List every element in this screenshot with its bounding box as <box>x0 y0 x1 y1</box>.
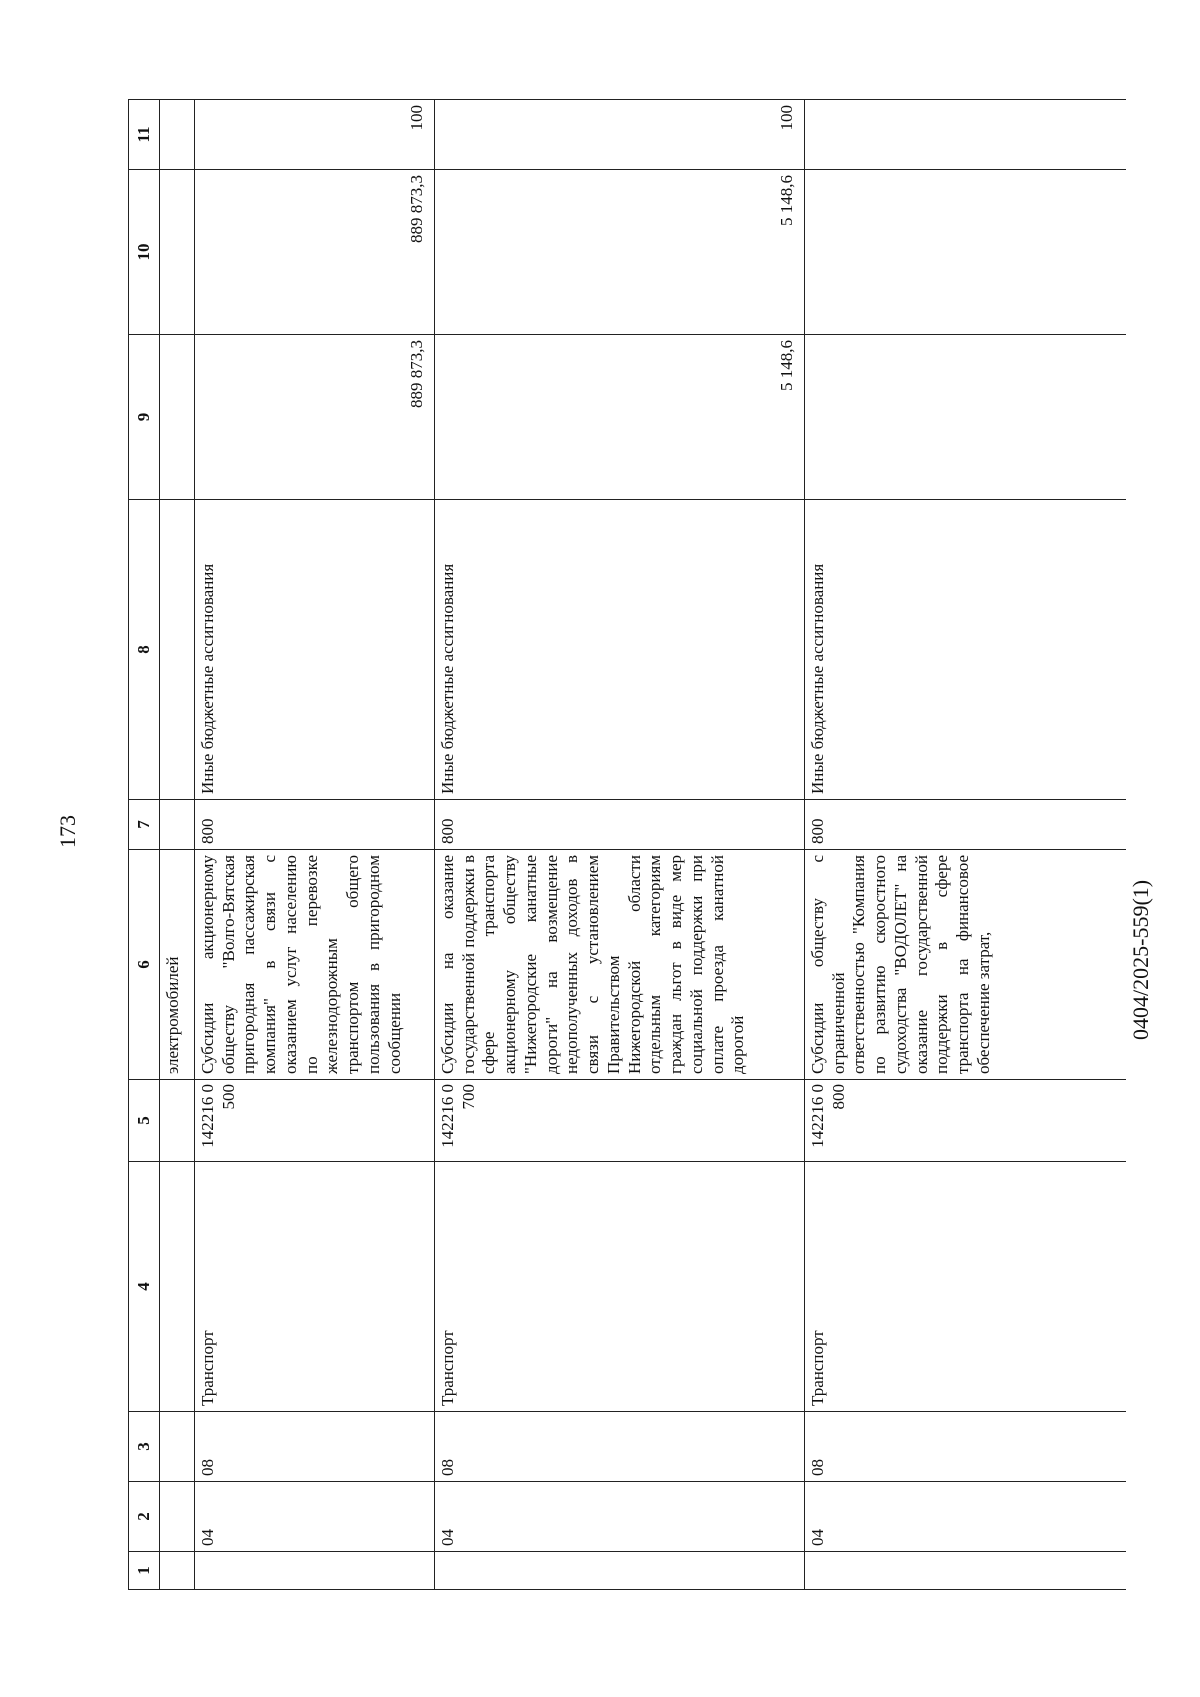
section-name: Транспорт <box>805 1162 1127 1412</box>
table-row <box>805 100 1127 1590</box>
header-row <box>129 100 160 1590</box>
execution-percent: 100 <box>195 100 435 170</box>
column-header: 2 <box>129 1482 160 1552</box>
section-name: Транспорт <box>435 1162 805 1412</box>
expense-type-name: Иные бюджетные ассигнования <box>195 500 435 800</box>
target-article-code: 142216 0800 <box>805 1080 1127 1162</box>
subsection-code: 08 <box>435 1412 805 1482</box>
expense-type-code: 800 <box>805 800 1127 850</box>
section-code: 04 <box>435 1482 805 1552</box>
expense-type-name: Иные бюджетные ассигнования <box>435 500 805 800</box>
planned-amount: 5 148,6 <box>435 335 805 500</box>
subsection-code: 08 <box>805 1412 1127 1482</box>
executed-amount: 5 148,6 <box>435 170 805 335</box>
section-name: Транспорт <box>195 1162 435 1412</box>
expense-description: Субсидии на оказание государственной поддержки в сфере транспорта акционерному обществу "Нижегородские канатные дороги" на возмещение недополученных доходов в связи с установлением Правительством Нижегородской области отдельным категориям граждан льгот в виде мер социальной поддержки при оплате проезда канатной дорогой <box>435 850 805 1080</box>
continuation-row <box>160 100 195 1590</box>
executed-amount: 889 873,3 <box>195 170 435 335</box>
expense-type-code: 800 <box>195 800 435 850</box>
column-header: 5 <box>129 1080 160 1162</box>
section-code: 04 <box>195 1482 435 1552</box>
column-header: 7 <box>129 800 160 850</box>
budget-table <box>128 99 1126 1590</box>
expense-type-name: Иные бюджетные ассигнования <box>805 500 1127 800</box>
planned-amount: 889 873,3 <box>195 335 435 500</box>
budget-table-rotated <box>128 100 1100 1590</box>
target-article-code: 142216 0700 <box>435 1080 805 1162</box>
execution-percent: 100 <box>435 100 805 170</box>
execution-percent <box>805 100 1127 170</box>
page-number: 173 <box>55 815 80 848</box>
column-header: 10 <box>129 170 160 335</box>
column-header: 9 <box>129 335 160 500</box>
column-header: 4 <box>129 1162 160 1412</box>
table-row <box>435 100 805 1590</box>
subsection-code: 08 <box>195 1412 435 1482</box>
column-header: 1 <box>129 1552 160 1590</box>
executed-amount <box>805 170 1127 335</box>
planned-amount <box>805 335 1127 500</box>
expense-description: Субсидии обществу с ограниченной ответственностью "Компания по развитию скоростного судоходства "ВОДОЛЕТ" на оказание государственной поддержки в сфере транспорта на финансовое обеспечение затрат, <box>805 850 1127 1080</box>
continuation-text: электромобилей <box>160 850 195 1080</box>
section-code: 04 <box>805 1482 1127 1552</box>
expense-type-code: 800 <box>435 800 805 850</box>
expense-description: Субсидии акционерному обществу "Волго-Вятская пригородная пассажирская компания" в связи с оказанием услуг населению по перевозке железнодорожным транспортом общего пользования в пригородном сообщении <box>195 850 435 1080</box>
column-header: 8 <box>129 500 160 800</box>
target-article-code: 142216 0500 <box>195 1080 435 1162</box>
document-code: 0404/2025-559(1) <box>1128 879 1153 1040</box>
column-header: 6 <box>129 850 160 1080</box>
column-header: 11 <box>129 100 160 170</box>
table-row <box>195 100 435 1590</box>
column-header: 3 <box>129 1412 160 1482</box>
